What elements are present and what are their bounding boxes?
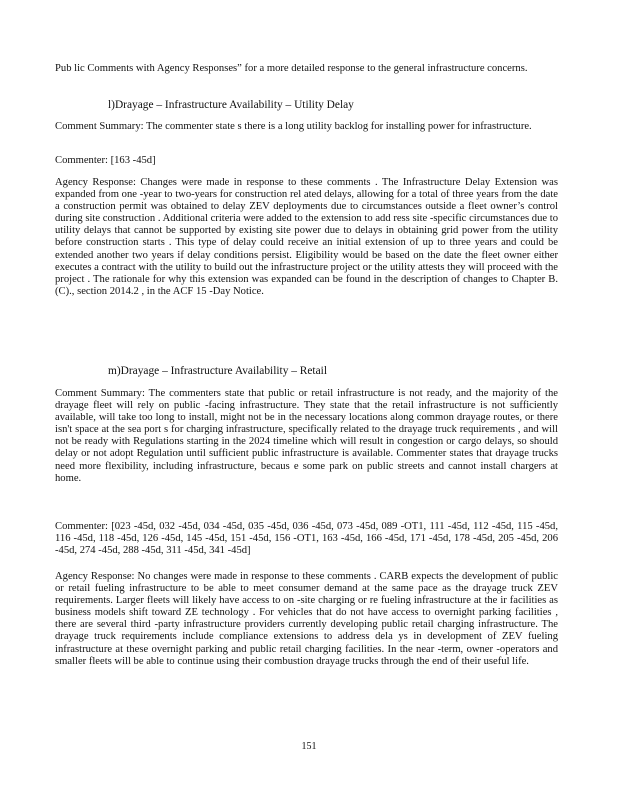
section-heading-utility-delay: l)Drayage – Infrastructure Availability – Utility Delay	[108, 99, 354, 111]
intro-paragraph: Pub lic Comments with Agency Responses” for a more detailed response to the general infrastructure concerns.	[55, 63, 528, 74]
agency-response-utility-delay: Agency Response: Changes were made in response to these comments . The Infrastructure Delay Extension was expanded from one -year to two-years for construction rel ated delays, allowing for a total of three years from the date a construction permit was obtained to delay ZEV deployments due to circumstances outside a fleet owner’s control during site construction . Additional criteria were added to the extension to add ress site -specific circumstances due to utility delays that cannot be supported by existing site power due to delays in obtaining grid power from the utility before construction starts . This type of delay could receive an initial extension of up to three years and could be extended another two years if delay conditions persist. Eligibility would be based on the date the fleet owner either executes a contract with the utility to build out the infrastructure project or the utility attests they will proceed with the project . The rationale for why this extension was expanded can be found in the description of changes to Chapter B.(C)., section 2014.2 , in the ACF 15 -Day Notice.	[55, 177, 558, 297]
agency-response-retail: Agency Response: No changes were made in response to these comments . CARB expects the development of public or retail fueling infrastructure to be able to meet consumer demand at the same pace as the drayage truck ZEV requirements. Larger fleets will likely have access to on -site charging or re fueling infrastructure at the ir facilities as business models shift toward ZE technology . For vehicles that do not have access to overnight parking facilities , there are several third -party infrastructure providers currently developing public retail charging infrastructure. The drayage truck requirements include compliance extensions to address dela ys in development of ZEV fueling infrastructure at these overnight parking and public retail charging facilities. In the near -term, owner -operators and smaller fleets will be able to continue using their combustion drayage trucks through the end of their useful life.	[55, 571, 558, 667]
page-number: 151	[301, 741, 317, 752]
comment-summary-retail: Comment Summary: The commenters state that public or retail infrastructure is not ready, and the majority of the drayage fleet will rely on public -facing infrastructure. They state that the retail infrastructure is not sufficiently available, will take too long to install, might not be in the necessary locations along common drayage routes, or there isn't space at the sea port s for charging infrastructure, specifically related to the drayage truck requirements , and will not be ready with Regulations starting in the 2024 timeline which will result in congestion or cargo delays, so should delay or not adopt Regulation until sufficient public infrastructure is available. Commenter states that drayage trucks need more flexibility, including infrastructure, becaus e some park on public streets and cannot install chargers at home.	[55, 388, 558, 484]
comment-summary-utility-delay: Comment Summary: The commenter state s there is a long utility backlog for installing power for infrastructure.	[55, 121, 532, 132]
commenter-retail: Commenter: [023 -45d, 032 -45d, 034 -45d, 035 -45d, 036 -45d, 073 -45d, 089 -OT1, 111 -45d, 112 -45d, 115 -45d, 116 -45d, 118 -45d, 126 -45d, 145 -45d, 151 -45d, 156 -OT1, 163 -45d, 166 -45d, 171 -45d, 178 -45d, 205 -45d, 206 -45d, 274 -45d, 288 -45d, 311 -45d, 341 -45d]	[55, 521, 558, 557]
section-heading-retail: m)Drayage – Infrastructure Availability – Retail	[108, 365, 327, 377]
commenter-utility-delay: Commenter: [163 -45d]	[55, 155, 156, 166]
